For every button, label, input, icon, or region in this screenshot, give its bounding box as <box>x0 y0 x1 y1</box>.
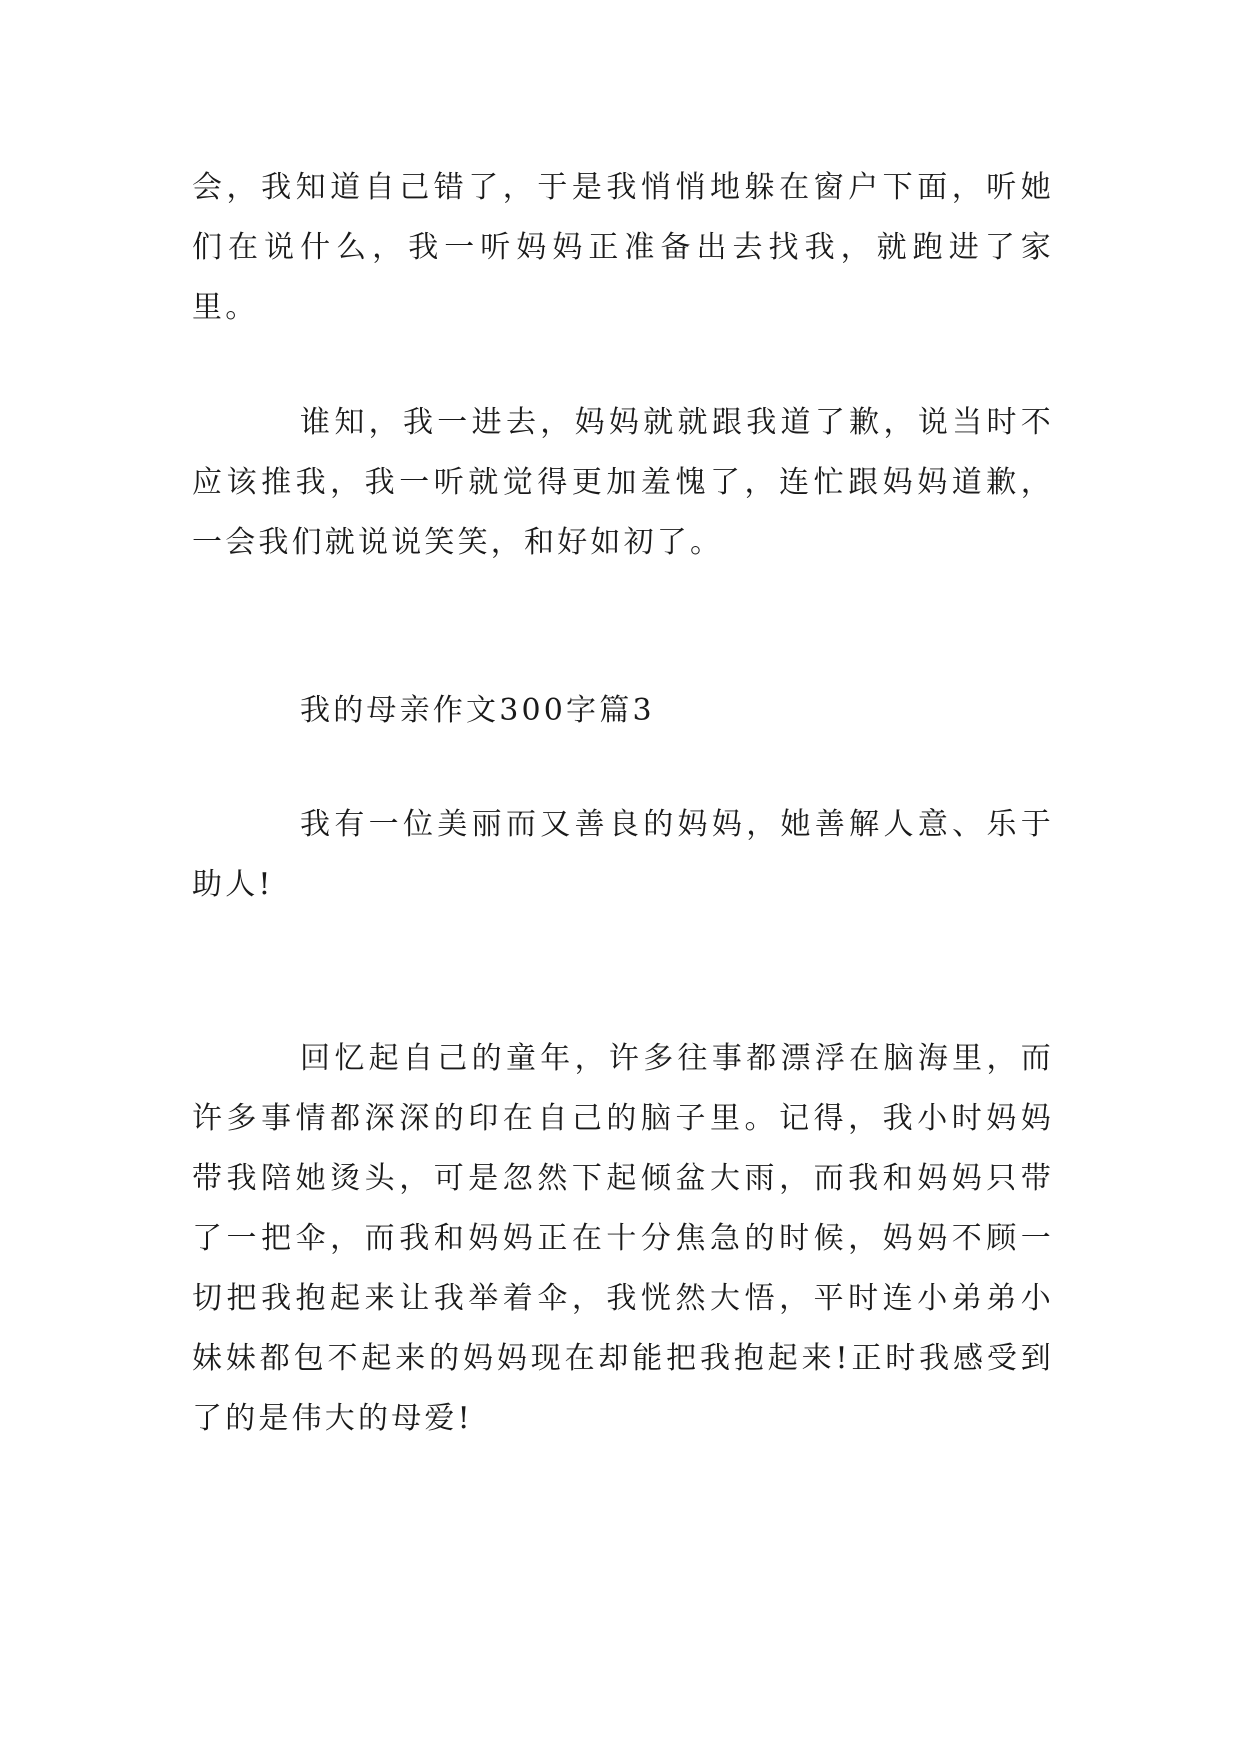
paragraph-apology: 谁知，我一进去，妈妈就就跟我道了歉，说当时不应该推我，我一听就觉得更加羞愧了，连忙跟妈妈道歉，一会我们就说说笑笑，和好如初了。 <box>192 405 1054 560</box>
paragraph-memory: 回忆起自己的童年，许多往事都漂浮在脑海里，而许多事情都深深的印在自己的脑子里。记得，我小时妈妈带我陪她烫头，可是忽然下起倾盆大雨，而我和妈妈只带了一把伞，而我和妈妈正在十分焦急的时候，妈妈不顾一切把我抱起来让我举着伞，我恍然大悟，平时连小弟弟小妹妹都包不起来的妈妈现在却能把我抱起来!正时我感受到了的是伟大的母爱! <box>192 1041 1054 1436</box>
section-title: 我的母亲作文300字篇3 <box>300 693 655 728</box>
paragraph-continuation: 会，我知道自己错了，于是我悄悄地躲在窗户下面，听她们在说什么，我一听妈妈正准备出去找我，就跑进了家里。 <box>192 170 1054 325</box>
paragraph-intro: 我有一位美丽而又善良的妈妈，她善解人意、乐于助人! <box>192 807 1054 902</box>
